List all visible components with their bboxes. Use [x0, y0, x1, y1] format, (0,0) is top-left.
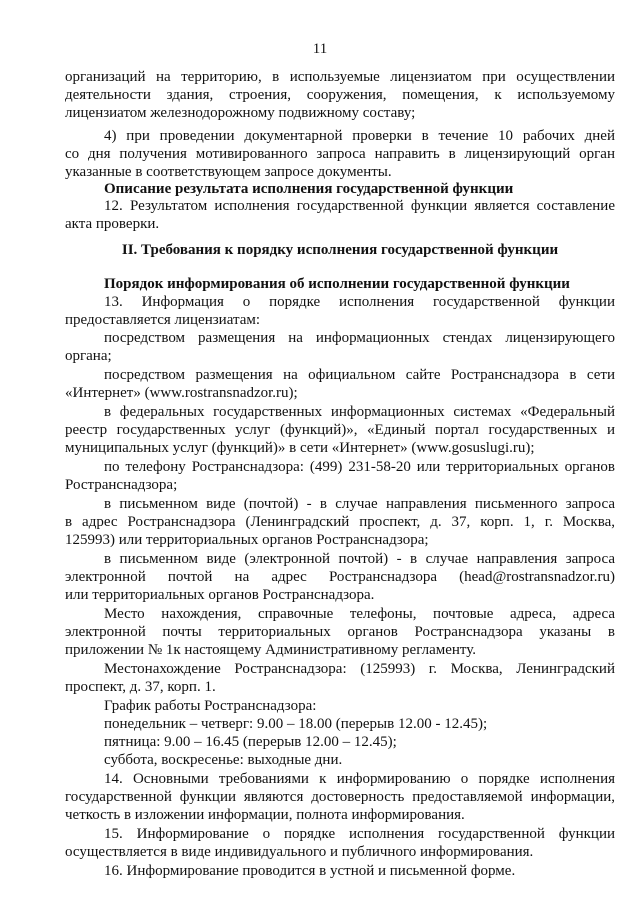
text-line: акта проверки. — [65, 216, 160, 232]
text-line: Ространснадзора; — [65, 477, 178, 493]
text-line: 14. Основными требованиями к информированию о порядке исполнения — [104, 771, 615, 787]
text-line: органа; — [65, 348, 112, 364]
text-line: пятница: 9.00 – 16.45 (перерыв 12.00 – 12.45); — [104, 734, 397, 750]
text-line: муниципальных услуг (функций)» в сети «Интернет» (www.gosuslugi.ru); — [65, 440, 535, 456]
text-line: государственной функции являются достоверность предоставляемой информации, — [65, 789, 615, 805]
text-line: 16. Информирование проводится в устной и письменной форме. — [104, 863, 516, 879]
text-line: График работы Ространснадзора: — [104, 698, 317, 714]
text-line: приложении № 1к настоящему Административному регламенту. — [65, 642, 477, 658]
text-line: 15. Информирование о порядке исполнения государственной функции — [104, 826, 615, 842]
text-line: «Интернет» (www.rostransnadzor.ru); — [65, 385, 298, 401]
text-line: реестр государственных услуг (функций)», «Единый портал государственных и — [65, 422, 615, 438]
text-line: организаций на территорию, в используемые лицензиатом при осуществлении — [65, 69, 615, 85]
section-heading: Порядок информирования об исполнении государственной функции — [104, 276, 570, 292]
text-line: предоставляется лицензиатам: — [65, 312, 261, 328]
text-line: 125993) или территориальных органов Ространснадзора; — [65, 532, 429, 548]
text-line: понедельник – четверг: 9.00 – 18.00 (перерыв 12.00 - 12.45); — [104, 716, 488, 732]
text-line: суббота, воскресенье: выходные дни. — [104, 752, 343, 768]
text-line: 4) при проведении документарной проверки в течение 10 рабочих дней — [104, 128, 615, 144]
text-line: указанные в соответствующем запросе документы. — [65, 164, 392, 180]
text-line: деятельности здания, строения, сооружения, помещения, к используемому — [65, 87, 615, 103]
text-line: четкость в изложении информации, полнота информирования. — [65, 807, 465, 823]
page-number: 11 — [312, 41, 328, 57]
section-heading: Описание результата исполнения государственной функции — [104, 181, 514, 197]
text-line: электронной почты территориальных органов Ространснадзора указаны в — [65, 624, 615, 640]
text-line: Местонахождение Ространснадзора: (125993) г. Москва, Ленинградский — [104, 661, 615, 677]
text-line: в письменном виде (почтой) - в случае направления письменного запроса — [104, 496, 615, 512]
text-line: посредством размещения на официальном сайте Ространснадзора в сети — [104, 367, 615, 383]
text-line: посредством размещения на информационных стендах лицензирующего — [104, 330, 615, 346]
text-line: лицензиатом железнодорожному подвижному составу; — [65, 105, 416, 121]
text-line: или территориальных органов Ространснадзора. — [65, 587, 375, 603]
text-line: 12. Результатом исполнения государственной функции является составление — [104, 198, 615, 214]
text-line: Место нахождения, справочные телефоны, почтовые адреса, адреса — [104, 606, 615, 622]
chapter-heading: II. Требования к порядку исполнения государственной функции — [121, 242, 559, 258]
text-line: электронной почтой на адрес Ространснадзора (head@rostransnadzor.ru) — [65, 569, 615, 585]
text-line: в федеральных государственных информационных системах «Федеральный — [104, 404, 615, 420]
text-line: в адрес Ространснадзора (Ленинградский проспект, д. 37, корп. 1, г. Москва, — [65, 514, 615, 530]
text-line: 13. Информация о порядке исполнения государственной функции — [104, 294, 615, 310]
text-line: по телефону Ространснадзора: (499) 231-58-20 или территориальных органов — [104, 459, 615, 475]
text-line: осуществляется в виде индивидуального и публичного информирования. — [65, 844, 534, 860]
text-line: проспект, д. 37, корп. 1. — [65, 679, 216, 695]
text-line: со дня получения мотивированного запроса направить в лицензирующий орган — [65, 146, 615, 162]
text-line: в письменном виде (электронной почтой) - в случае направления запроса — [104, 551, 615, 567]
